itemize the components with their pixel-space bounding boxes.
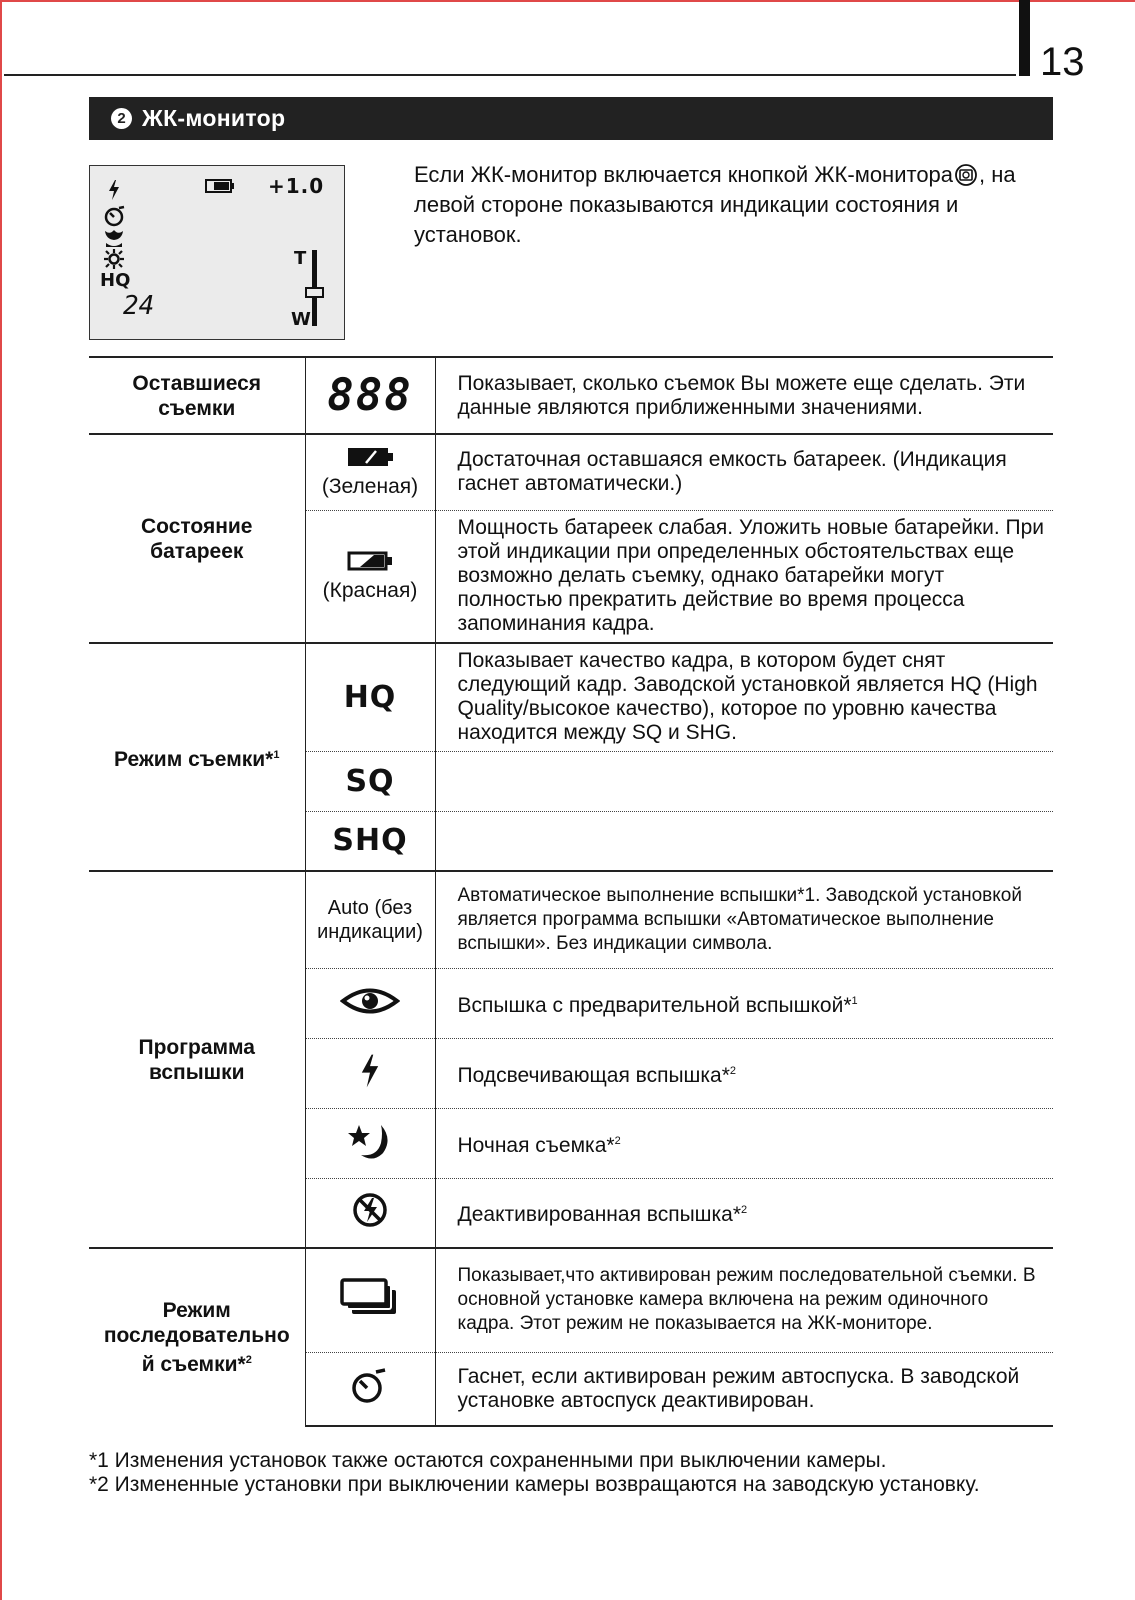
zoom-slider-icon bbox=[305, 248, 329, 328]
brightness-icon bbox=[102, 249, 126, 269]
desc-flash-fill: Подсвечивающая вспышка* bbox=[457, 1063, 730, 1087]
label-record-mode-fn: 1 bbox=[273, 748, 280, 761]
page-border-left bbox=[0, 0, 2, 1600]
frame-counter-digits: 888 bbox=[327, 369, 413, 421]
label-flash-program: Программа вспышки bbox=[89, 871, 305, 1248]
lcd-zoom-w: W bbox=[291, 309, 311, 330]
table-row bbox=[89, 357, 1053, 434]
battery-red-label: (Красная) bbox=[322, 579, 418, 603]
flash-auto-label: Auto (без индикации) bbox=[305, 871, 435, 968]
desc-flash-redeye: Вспышка с предварительной вспышкой* bbox=[457, 993, 852, 1017]
lcd-exposure: +1.0 bbox=[268, 174, 325, 198]
table-row bbox=[89, 1248, 1053, 1352]
flash-icon bbox=[106, 179, 122, 201]
lcd-diagram bbox=[89, 165, 345, 340]
page-number: 13 bbox=[1040, 40, 1085, 84]
label-remaining: Оставшиеся съемки bbox=[89, 357, 305, 434]
battery-icon bbox=[205, 178, 235, 194]
desc-flash-redeye-fn: 1 bbox=[851, 994, 858, 1007]
page-border-top bbox=[0, 0, 1135, 2]
desc-flash-auto: Автоматическое выполнение вспышки*1. Заводской установкой является программа вспышки «Автоматическое выполнение вспышки». Без индикации символа. bbox=[435, 871, 1053, 968]
desc-flash-night: Ночная съемка* bbox=[457, 1133, 615, 1157]
sequential-shooting-icon bbox=[340, 1278, 400, 1318]
table-row bbox=[89, 434, 1053, 510]
self-timer-icon bbox=[347, 1368, 393, 1404]
mode-hq: HQ bbox=[343, 679, 397, 715]
desc-flash-night-fn: 2 bbox=[614, 1134, 621, 1147]
lcd-frame-count: 24 bbox=[123, 291, 155, 321]
label-drive-mode-fn: 2 bbox=[245, 1354, 252, 1366]
mode-shq: SHQ bbox=[332, 823, 408, 859]
battery-full-icon bbox=[346, 445, 394, 469]
intro-part1: Если ЖК-монитор включается кнопкой ЖК-монитора bbox=[414, 162, 954, 187]
page-tab bbox=[1019, 0, 1030, 76]
desc-flash-off: Деактивированная вспышка* bbox=[457, 1203, 742, 1227]
section-header bbox=[89, 97, 1053, 140]
battery-green-label: (Зеленая) bbox=[321, 475, 419, 499]
label-drive-mode: Режим последовательно й съемки* bbox=[103, 1299, 290, 1376]
section-title: ЖК-монитор bbox=[142, 105, 286, 131]
lcd-button-icon bbox=[953, 163, 979, 187]
night-scene-icon bbox=[347, 1121, 393, 1161]
footnotes bbox=[89, 1449, 1053, 1497]
battery-low-icon bbox=[346, 549, 394, 573]
footnote-1: *1 Изменения установок также остаются сохраненными при выключении камеры. bbox=[89, 1449, 887, 1472]
lcd-zoom-t: T bbox=[294, 248, 307, 269]
label-battery: Состояние батареек bbox=[89, 434, 305, 643]
intro-part2: , на левой стороне показываются индикации состояния и установок. bbox=[414, 162, 1016, 247]
footnote-2: *2 Измененные установки при выключении камеры возвращаются на заводскую установку. bbox=[89, 1473, 980, 1496]
red-eye-flash-icon bbox=[340, 986, 400, 1016]
table-row bbox=[89, 871, 1053, 968]
self-timer-icon bbox=[102, 205, 128, 227]
label-record-mode: Режим съемки* bbox=[114, 747, 274, 771]
macro-icon bbox=[102, 228, 126, 248]
indicator-table bbox=[89, 356, 1053, 1427]
flash-off-icon bbox=[350, 1192, 390, 1228]
desc-battery-green: Достаточная оставшаяся емкость батареек. (Индикация гаснет автоматически.) bbox=[435, 434, 1053, 510]
desc-flash-fill-fn: 2 bbox=[729, 1064, 737, 1077]
desc-flash-off-fn: 2 bbox=[741, 1204, 748, 1217]
intro-text bbox=[414, 160, 1054, 250]
header-rule bbox=[4, 74, 1016, 76]
desc-remaining: Показывает, сколько съемок Вы можете еще сделать. Эти данные являются приближенными значениями. bbox=[435, 357, 1053, 434]
desc-mode: Показывает качество кадра, в котором будет снят следующий кадр. Заводской установкой является HQ (High Quality/высокое качество), которое по уровню качества находится между SQ и SHG. bbox=[435, 643, 1053, 751]
table-row bbox=[89, 643, 1053, 751]
section-number: 2 bbox=[111, 108, 132, 129]
desc-drive-seq: Показывает,что активирован режим последовательной съемки. В основной установке камера включена на режим одиночного кадра. Этот режим не показывается на ЖК-мониторе. bbox=[435, 1248, 1053, 1352]
mode-sq: SQ bbox=[345, 763, 395, 799]
desc-drive-timer: Гаснет, если активирован режим автоспуска. В заводской установке автоспуск деактивирован. bbox=[435, 1352, 1053, 1426]
lcd-quality: HQ bbox=[100, 270, 131, 291]
fill-flash-icon bbox=[356, 1053, 384, 1089]
desc-battery-red: Мощность батареек слабая. Уложить новые батарейки. При этой индикации при определенных обстоятельствах еще возможно делать съемку, однако батарейки могут полностью прекратить действие во время процесса запоминания кадра. bbox=[435, 510, 1053, 643]
